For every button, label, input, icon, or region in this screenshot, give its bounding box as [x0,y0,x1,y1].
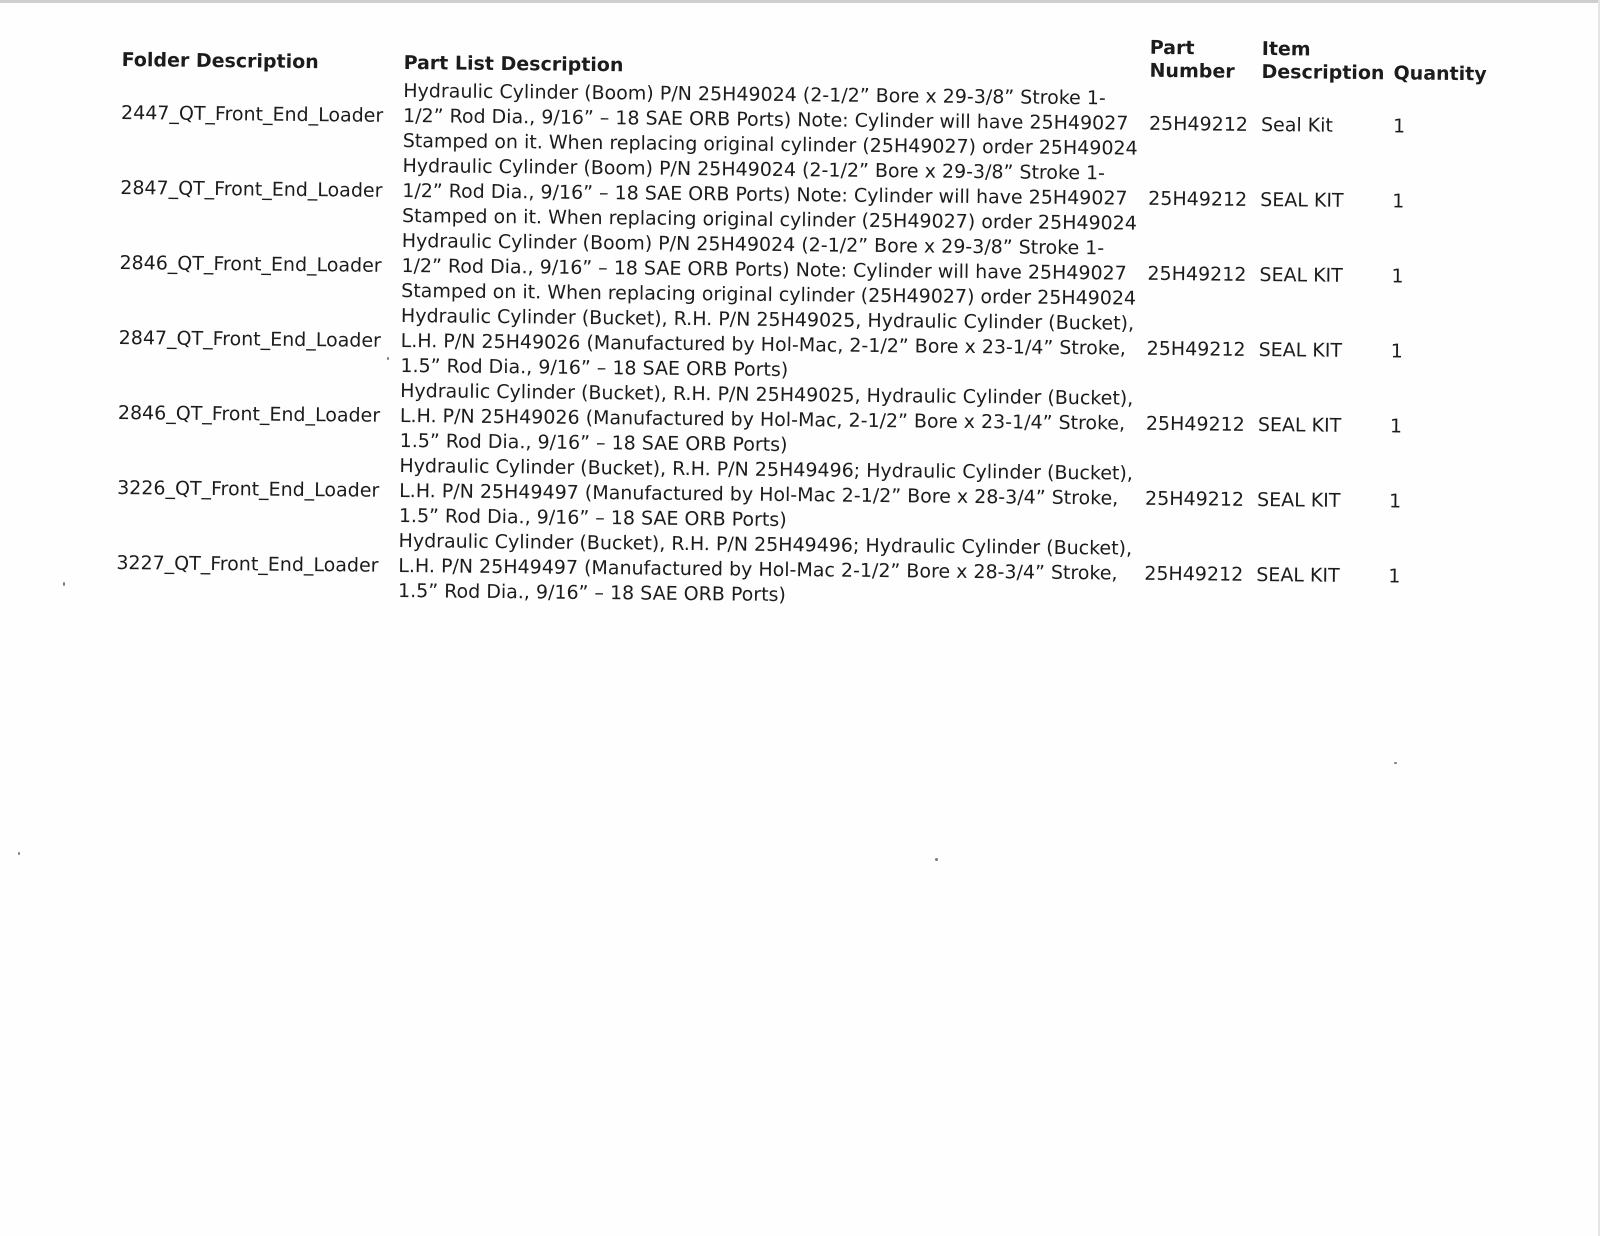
part-number-cell: 25H49212 [1144,562,1244,586]
part-number-cell: 25H49212 [1146,337,1246,361]
scan-speck [387,357,389,360]
description-cell: Hydraulic Cylinder (Bucket), R.H. P/N 25H49496; Hydraulic Cylinder (Bucket), L.H. P/N 25H49497 (Manufactured by Hol-Mac 2-1/2” Bore x 28-3/4” Stroke, 1.5” Rod Dia., 9/16” – 18 SAE ORB Ports) [397,529,1133,607]
page-top-edge [0,0,1600,3]
folder-cell: 3227_QT_Front_End_Loader [116,552,379,577]
description-cell: Hydraulic Cylinder (Boom) P/N 25H49024 (2-1/2” Bore x 29-3/8” Stroke 1-1/2” Rod Dia., 9/16” – 18 SAE ORB Ports) Note: Cylinder will have 25H49027 Stamped on it. When replacing original cylinder (25H49027) order 25H49024 [401,154,1137,235]
part-number-cell: 25H49212 [1144,487,1245,511]
folder-cell: 2447_QT_Front_End_Loader [120,102,384,127]
item-description-cell: SEAL KIT [1257,413,1342,437]
folder-cell: 3226_QT_Front_End_Loader [117,477,380,502]
item-description-cell: SEAL KIT [1256,488,1341,512]
quantity-cell: 1 [1391,265,1404,288]
quantity-cell: 1 [1388,490,1402,513]
parts-table-block [112,26,1518,616]
part-number-cell: 25H49212 [1147,262,1247,286]
description-cell: Hydraulic Cylinder (Boom) P/N 25H49024 (2-1/2” Bore x 29-3/8” Stroke 1-1/2” Rod Dia., 9/16” – 18 SAE ORB Ports) Note: Cylinder will have 25H49027 Stamped on it. When replacing original cylinder (25H49027) order 25H49024 [402,79,1138,160]
scan-speck [1394,762,1397,764]
folder-cell: 2847_QT_Front_End_Loader [120,177,383,202]
item-description-cell: Seal Kit [1260,113,1334,137]
header-part-list-description: Part List Description [403,51,624,77]
item-description-cell: SEAL KIT [1259,263,1343,287]
item-description-cell: SEAL KIT [1260,188,1344,212]
description-cell: Hydraulic Cylinder (Bucket), R.H. P/N 25H49496; Hydraulic Cylinder (Bucket), L.H. P/N 25H49497 (Manufactured by Hol-Mac 2-1/2” Bore x 28-3/4” Stroke, 1.5” Rod Dia., 9/16” – 18 SAE ORB Ports) [398,454,1133,532]
table-row [113,451,1514,541]
quantity-cell: 1 [1389,415,1403,438]
table-row [116,151,1517,241]
parts-table [112,26,1518,616]
description-cell: Hydraulic Cylinder (Bucket), R.H. P/N 25H49025, Hydraulic Cylinder (Bucket), L.H. P/N 25H49026 (Manufactured by Hol-Mac, 2-1/2” Bore x 23-1/4” Stroke, 1.5” Rod Dia., 9/16” – 18 SAE ORB Ports) [400,304,1135,382]
part-number-cell: 25H49212 [1148,112,1249,136]
scan-speck [18,852,20,855]
header-part-number: Part Number [1149,36,1235,83]
description-cell: Hydraulic Cylinder (Boom) P/N 25H49024 (2-1/2” Bore x 29-3/8” Stroke 1-1/2” Rod Dia., 9/16” – 18 SAE ORB Ports) Note: Cylinder will have 25H49027 Stamped on it. When replacing original cylinder (25H49027) order 25H49024 [401,229,1137,310]
part-number-cell: 25H49212 [1148,187,1248,211]
header-folder-description: Folder Description [121,49,319,74]
quantity-cell: 1 [1392,115,1406,138]
part-number-cell: 25H49212 [1145,412,1245,436]
header-quantity: Quantity [1393,62,1487,86]
quantity-cell: 1 [1388,565,1401,588]
scan-speck [63,582,65,586]
quantity-cell: 1 [1390,340,1403,363]
table-row [112,526,1513,616]
item-description-cell: SEAL KIT [1258,338,1343,362]
scan-speck [935,858,938,861]
header-item-description: Item Description [1261,37,1385,85]
item-description-cell: SEAL KIT [1256,563,1340,587]
description-cell: Hydraulic Cylinder (Bucket), R.H. P/N 25H49025, Hydraulic Cylinder (Bucket), L.H. P/N 25H49026 (Manufactured by Hol-Mac, 2-1/2” Bore x 23-1/4” Stroke, 1.5” Rod Dia., 9/16” – 18 SAE ORB Ports) [399,379,1134,457]
quantity-cell: 1 [1392,190,1405,213]
folder-cell: 2846_QT_Front_End_Loader [119,252,382,277]
folder-cell: 2846_QT_Front_End_Loader [117,402,381,427]
folder-cell: 2847_QT_Front_End_Loader [118,327,382,352]
